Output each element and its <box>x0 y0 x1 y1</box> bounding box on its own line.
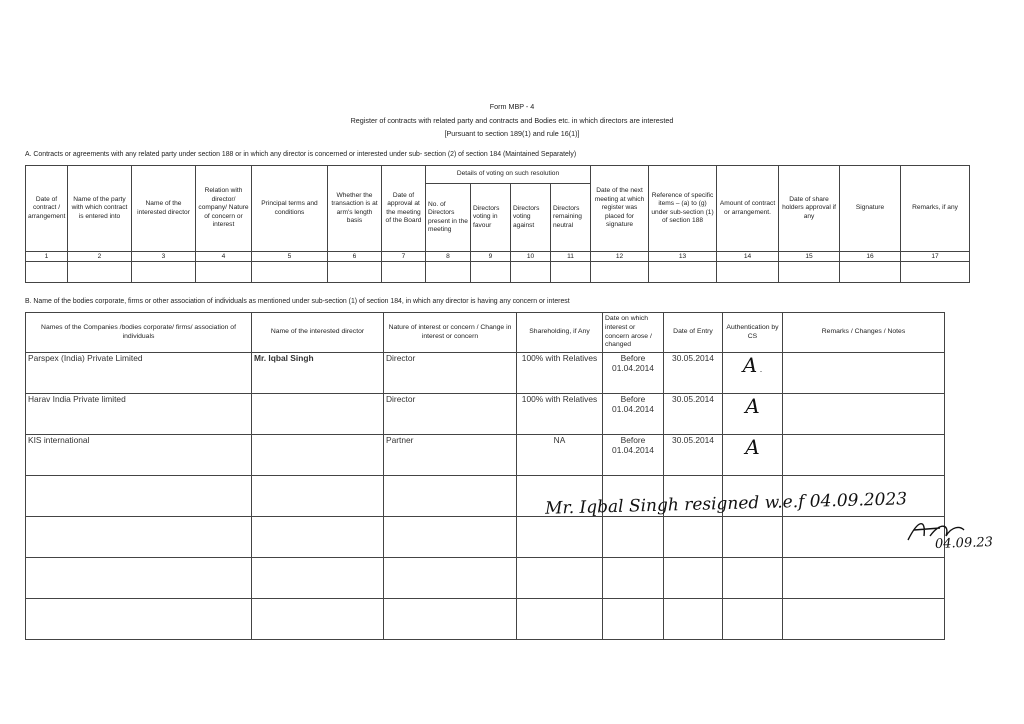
shareholding: 100% with Relatives <box>517 394 603 435</box>
date-of-entry: 30.05.2014 <box>664 353 723 394</box>
col-number: 8 <box>426 252 471 262</box>
form-title: Form MBP - 4 <box>489 102 535 111</box>
col-number: 5 <box>252 252 328 262</box>
date-arose: Before 01.04.2014 <box>603 394 664 435</box>
nature-of-interest: Partner <box>384 435 517 476</box>
authentication-signature: A <box>723 394 783 435</box>
date-arose: Before 01.04.2014 <box>603 353 664 394</box>
col-directors-neutral: Directors remaining neutral <box>551 184 591 252</box>
col-number: 17 <box>901 252 970 262</box>
company-name: Harav India Private limited <box>26 394 252 435</box>
col-number: 9 <box>471 252 511 262</box>
table-row <box>26 558 945 599</box>
form-pursuant: [Pursuant to section 189(1) and rule 16(1)] <box>444 129 580 138</box>
col-remarks: Remarks, if any <box>901 166 970 252</box>
col-date-arose: Date on which interest or concern arose / changed <box>603 313 664 353</box>
col-number: 14 <box>717 252 779 262</box>
remarks-cell <box>783 394 945 435</box>
col-directors-present: No. of Directors present in the meeting <box>426 184 471 252</box>
col-interested-director: Name of the interested director <box>252 313 384 353</box>
table-row <box>26 435 945 476</box>
col-number: 13 <box>649 252 717 262</box>
director-name <box>252 394 384 435</box>
company-name: KIS international <box>26 435 252 476</box>
col-number: 2 <box>68 252 132 262</box>
col-voting-details: Details of voting on such resolution <box>426 166 591 184</box>
col-arms-length: Whether the transaction is at arm's length basis <box>328 166 382 252</box>
remarks-cell <box>783 435 945 476</box>
bodies-corporate-table <box>25 312 945 640</box>
handwritten-resignation-note: Mr. Iqbal Singh resigned w.e.f 04.09.2023 <box>544 489 908 519</box>
section-b-title: B. Name of the bodies corporate, firms or other association of individuals as mentioned under sub-section (1) of section 184, in which any director is having any concern or interest <box>25 298 570 305</box>
director-name: Mr. Iqbal Singh <box>252 353 384 394</box>
col-principal-terms: Principal terms and conditions <box>252 166 328 252</box>
col-signature: Signature <box>840 166 901 252</box>
remarks-cell <box>783 353 945 394</box>
col-amount: Amount of contract or arrangement. <box>717 166 779 252</box>
col-interested-director: Name of the interested director <box>132 166 196 252</box>
date-arose: Before 01.04.2014 <box>603 435 664 476</box>
col-party-name: Name of the party with which contract is entered into <box>68 166 132 252</box>
col-number: 4 <box>196 252 252 262</box>
col-shareholding: Shareholding, if Any <box>517 313 603 353</box>
authentication-signature: A <box>723 435 783 476</box>
col-date-of-entry: Date of Entry <box>664 313 723 353</box>
shareholding: 100% with Relatives <box>517 353 603 394</box>
col-number: 7 <box>382 252 426 262</box>
table-row <box>26 353 945 394</box>
date-of-entry: 30.05.2014 <box>664 435 723 476</box>
col-number: 1 <box>26 252 68 262</box>
table-row <box>26 394 945 435</box>
col-date-of-contract: Date of contract / arrangement <box>26 166 68 252</box>
col-next-meeting-date: Date of the next meeting at which register was placed for signature <box>591 166 649 252</box>
col-remarks-notes: Remarks / Changes / Notes <box>783 313 945 353</box>
col-number: 11 <box>551 252 591 262</box>
section-a-title: A. Contracts or agreements with any related party under section 188 or in which any director is concerned or interested under sub- section (2) of section 184 (Maintained Separately) <box>25 151 577 158</box>
col-date-of-approval: Date of approval at the meeting of the Board <box>382 166 426 252</box>
col-authentication: Authentication by CS <box>723 313 783 353</box>
col-directors-favour: Directors voting in favour <box>471 184 511 252</box>
col-number: 6 <box>328 252 382 262</box>
col-relation: Relation with director/ company/ Nature of concern or interest <box>196 166 252 252</box>
table-row <box>26 262 970 283</box>
nature-of-interest: Director <box>384 353 517 394</box>
nature-of-interest: Director <box>384 394 517 435</box>
table-row <box>26 599 945 640</box>
shareholding: NA <box>517 435 603 476</box>
column-number-row <box>26 252 970 262</box>
col-number: 3 <box>132 252 196 262</box>
col-number: 15 <box>779 252 840 262</box>
form-subtitle: Register of contracts with related party and contracts and Bodies etc. in which directors are interested <box>350 116 674 125</box>
company-name: Parspex (India) Private Limited <box>26 353 252 394</box>
col-number: 10 <box>511 252 551 262</box>
col-shareholders-approval: Date of share holders approval if any <box>779 166 840 252</box>
table-row <box>26 517 945 558</box>
col-directors-against: Directors voting against <box>511 184 551 252</box>
handwritten-date: 04.09.23 <box>934 534 994 553</box>
col-reference-items: Reference of specific items – (a) to (g) under sub-section (1) of section 188 <box>649 166 717 252</box>
related-party-contracts-table <box>25 165 970 283</box>
col-number: 16 <box>840 252 901 262</box>
col-company-names: Names of the Companies /bodies corporate/ firms/ association of individuals <box>26 313 252 353</box>
col-number: 12 <box>591 252 649 262</box>
director-name <box>252 435 384 476</box>
authentication-signature: A . <box>723 353 783 394</box>
col-nature-of-interest: Nature of interest or concern / Change in interest or concern <box>384 313 517 353</box>
date-of-entry: 30.05.2014 <box>664 394 723 435</box>
